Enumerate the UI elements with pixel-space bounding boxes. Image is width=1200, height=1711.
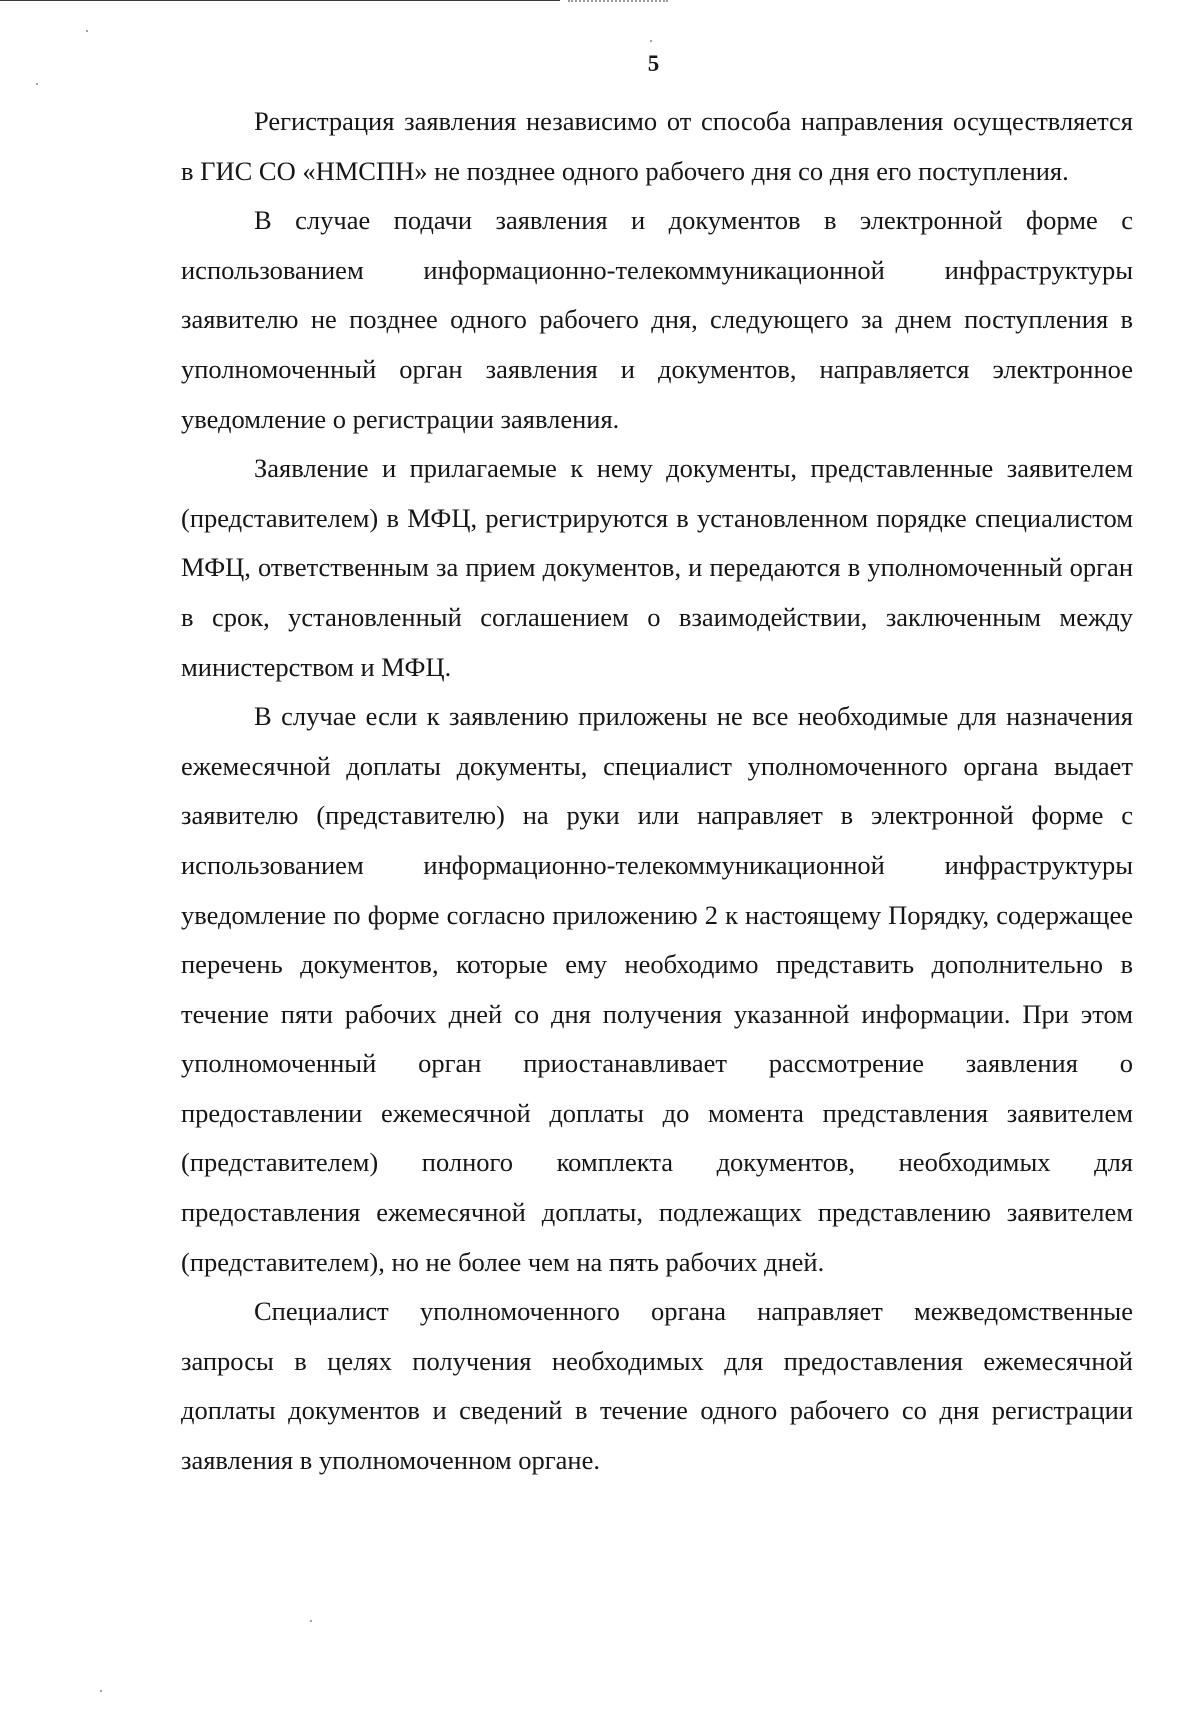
scan-speck — [310, 1620, 312, 1622]
paragraph-electronic-submission: В случае подачи заявления и документов в электронной форме с использованием информационно-телекоммуникационной инфраструктуры заявителю не позднее одного рабочего дня, следующего за днем поступления в уполномоченный орган заявления и документов, направляется электронное уведомление о регистрации заявления. — [181, 205, 1133, 434]
scan-speck — [86, 30, 88, 32]
document-body — [181, 97, 1133, 1486]
scan-edge-noise — [568, 0, 668, 2]
scan-speck — [36, 83, 38, 85]
paragraph-incomplete-documents: В случае если к заявлению приложены не все необходимые для назначения ежемесячной доплаты документы, специалист уполномоченного органа выдает заявителю (представителю) на руки или направляет в электронной форме с использованием информационно-телекоммуникационной инфраструктуры уведомление по форме согласно приложению 2 к настоящему Порядку, содержащее перечень документов, которые ему необходимо представить дополнительно в течение пяти рабочих дней со дня получения указанной информации. При этом уполномоченный орган приостанавливает рассмотрение заявления о предоставлении ежемесячной доплаты до момента представления заявителем (представителем) полного комплекта документов, необходимых для предоставления ежемесячной доплаты, подлежащих представлению заявителем (представителем), но не более чем на пять рабочих дней. — [181, 701, 1133, 1277]
paragraph-interagency-requests: Специалист уполномоченного органа направляет межведомственные запросы в целях получения необходимых для предоставления ежемесячной доплаты документов и сведений в течение одного рабочего со дня регистрации заявления в уполномоченном органе. — [181, 1296, 1133, 1476]
scan-speck — [100, 1690, 102, 1692]
paragraph-registration: Регистрация заявления независимо от способа направления осуществляется в ГИС СО «НМСПН» не позднее одного рабочего дня со дня его поступления. — [181, 106, 1133, 186]
scan-speck — [650, 40, 652, 42]
paragraph-mfc-submission: Заявление и прилагаемые к нему документы, представленные заявителем (представителем) в МФЦ, регистрируются в установленном порядке специалистом МФЦ, ответственным за прием документов, и передаются в уполномоченный орган в срок, установленный соглашением о взаимодействии, заключенным между министерством и МФЦ. — [181, 453, 1133, 682]
scan-edge-line — [0, 0, 560, 1]
page-number: 5 — [647, 51, 660, 76]
